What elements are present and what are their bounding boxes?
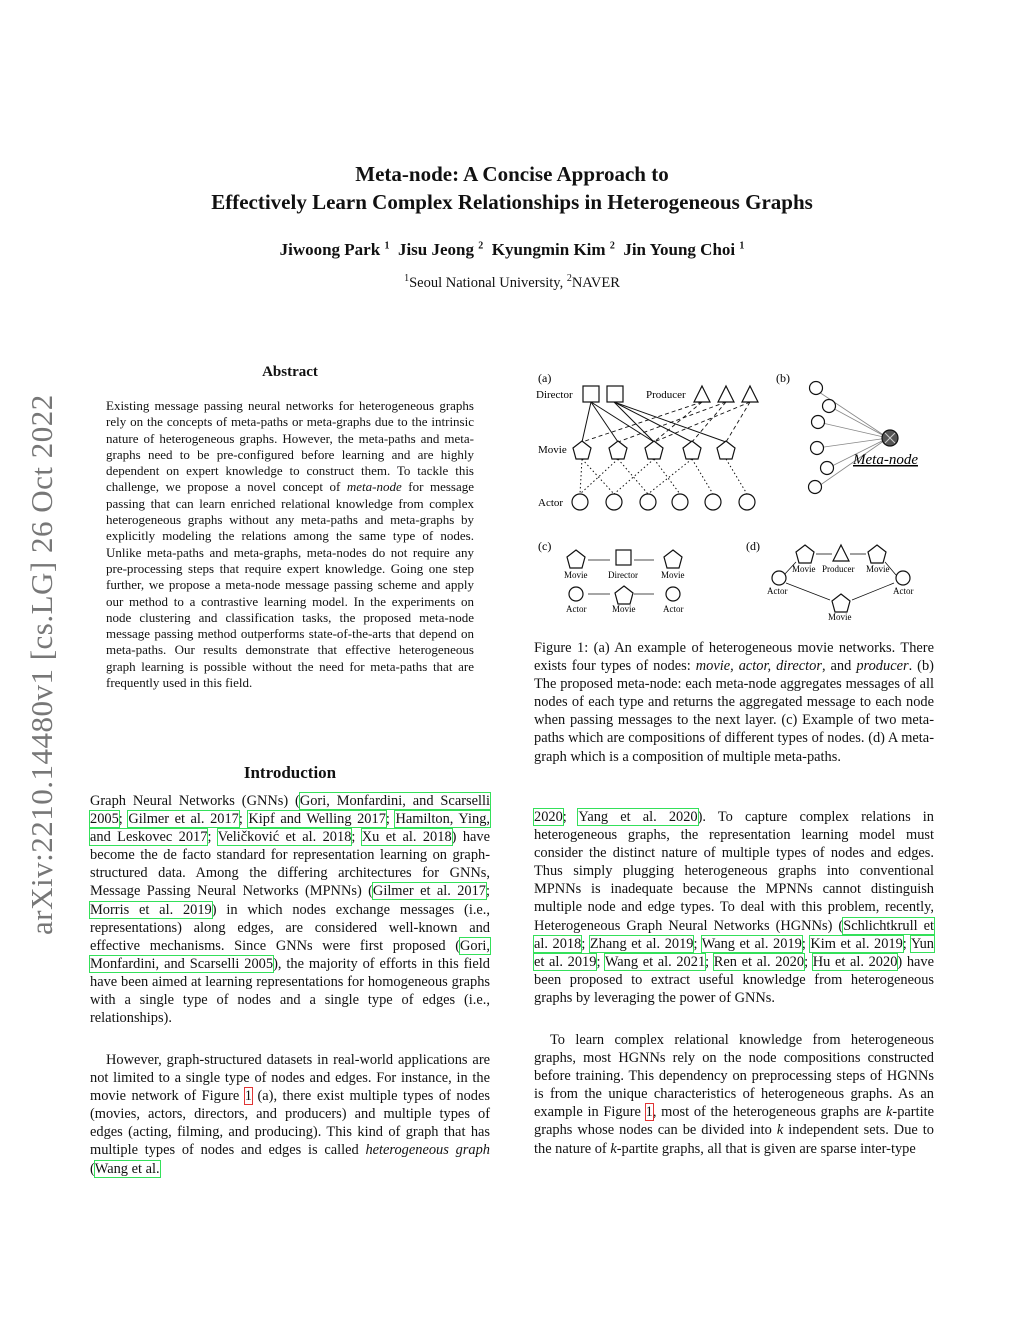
caption-text: , and	[821, 658, 852, 675]
citation-link[interactable]: Kim et al. 2019	[810, 935, 903, 952]
actor-node	[672, 494, 688, 510]
mp-label-movie: Movie	[564, 570, 588, 580]
meta-node-label: Meta-node	[853, 452, 918, 468]
citation-link[interactable]: Schlichtkrull et al. 2018	[534, 917, 935, 952]
caption-emphasis: producer	[856, 658, 909, 675]
abstract-text: Existing message passing neural networks for heterogeneous graphs rely on the concepts of meta-paths or meta-graphs due to the intrinsic nature of heterogeneous graphs. However, the meta-paths and meta-graphs need to be pre-configured before learning and are highly dependent on expert knowledge to construct them. To tackle this challenge, we propose a novel concept of	[106, 398, 474, 495]
citation-link[interactable]: 2020	[534, 809, 563, 825]
panel-label-a: (a)	[538, 371, 552, 385]
citation-link[interactable]: Xu et al. 2018	[361, 829, 452, 846]
label-producer: Producer	[646, 389, 686, 401]
affiliations	[0, 273, 1024, 292]
panel-label-d: (d)	[746, 539, 760, 553]
body-text: (a), there exist multiple types of nodes (movies, actors, directors, and producers) and multiple types of edges (acting, filming, and producing). This kind of graph that has multiple types of nodes and edges is called	[90, 1088, 490, 1159]
mg-label-movie: Movie	[866, 564, 890, 574]
actor-edges	[580, 459, 747, 494]
citation-link[interactable]: Morris et al. 2019	[90, 901, 212, 918]
math-k: k	[886, 1104, 893, 1121]
mp-label-actor: Actor	[566, 604, 587, 614]
author-list	[0, 240, 1024, 260]
metagraph-nodes	[772, 545, 910, 612]
body-text: ). To capture complex relations in heterogeneous graphs, the representation learning model must consider the distinct nature of multiple types of nodes and edges. Thus simply plugging heterogeneous graphs into conventional MPNNs is inadequate because the MPNNs cannot distinguish multiple node and edge types. To deal with this problem, recently, Heterogeneous Graph Neural Networks (HGNNs) (	[534, 809, 934, 934]
affil-name: NAVER	[571, 274, 620, 291]
affil-mark: 2	[566, 273, 572, 284]
citation-link[interactable]: Hamilton, Ying, and Leskovec 2017	[90, 811, 490, 846]
body-text: (	[90, 1160, 95, 1177]
paper-title	[0, 160, 1024, 216]
body-text: -partite graphs, all that is given are sparse inter-type	[616, 1140, 916, 1157]
author-affil-mark: 1	[384, 240, 390, 252]
citation-link[interactable]: Yun et al. 2019	[534, 935, 934, 970]
author-affil-mark: 2	[609, 240, 615, 252]
author-name: Kyungmin Kim	[491, 240, 606, 259]
intro-paragraph-3: 2020; Yang et al. 2020). To capture complex relations in heterogeneous graphs, the representation learning model must consider the distinct nature of multiple types of nodes and edges. Thus simply plugging heterogeneous graphs into conventional MPNNs is inadequate because the MPNNs cannot distinguish multiple node and edge types. To deal with this problem, recently, Heterogeneous Graph Neural Networks (HGNNs) (Schlichtkrull et al. 2018; Zhang et al. 2019; Wang et al. 2019; Kim et al. 2019; Yun et al. 2019; Wang et al. 2021; Ren et al. 2020; Hu et al. 2020) have been proposed to extract useful knowledge from heterogeneous graphs by leveraging the power of GNNs.	[534, 809, 935, 1006]
author-name: Jiwoong Park	[279, 240, 381, 259]
body-text: Graph Neural Networks (GNNs) (	[90, 793, 300, 809]
citation-link[interactable]: Veličković et al. 2018	[217, 829, 352, 846]
citation-link[interactable]: Gilmer et al. 2017	[128, 811, 239, 828]
producer-edges	[582, 402, 750, 442]
caption-emphasis: movie, actor, director	[695, 658, 822, 675]
caption-label: Figure 1:	[534, 640, 589, 656]
movie-node	[645, 441, 663, 459]
citation-link[interactable]: Kipf and Welling 2017	[248, 811, 386, 828]
figure-1	[530, 364, 940, 626]
author-name: Jin Young Choi	[623, 240, 736, 259]
director-node	[583, 386, 599, 402]
mg-label-producer: Producer	[822, 564, 855, 574]
abstract-body	[106, 398, 474, 691]
director-node	[607, 386, 623, 402]
abstract-text: for message passing that can learn enriched relational knowledge from complex heterogeneous graphs without any meta-paths and meta-graphs by explicitly modeling the relations among the same type of nodes. Unlike meta-paths and meta-graphs, meta-nodes do not require any pre-processing steps that require expert knowledge. Going one step further, we propose a meta-node message passing scheme and apply our method to a contrastive learning model. In the experiments on node clustering and classification tasks, the proposed meta-node message passing method outperforms state-of-the-arts that depend on meta-paths. Our results demonstrate that effective heterogeneous graph learning is possible without the need for meta-paths that are frequently used in this field.	[106, 479, 474, 691]
citation-link[interactable]: Gori, Monfardini, and Scarselli 2005	[90, 793, 490, 828]
movie-nodes	[573, 441, 735, 459]
citation-link[interactable]: Yang et al. 2020	[578, 809, 698, 825]
actor-node	[705, 494, 721, 510]
math-k: k	[610, 1140, 617, 1157]
actor-nodes	[572, 494, 755, 510]
label-actor: Actor	[538, 497, 564, 509]
author-affil-mark: 2	[478, 240, 484, 252]
body-text: independent sets. Due to the nature of	[534, 1122, 934, 1157]
panel-label-c: (c)	[538, 539, 552, 553]
movie-node	[717, 441, 735, 459]
movie-node	[683, 441, 701, 459]
title-line-2: Effectively Learn Complex Relationships in Heterogeneous Graphs	[211, 190, 813, 214]
producer-node	[742, 386, 758, 402]
mg-label-movie: Movie	[828, 612, 852, 622]
mp-label-director: Director	[608, 570, 638, 580]
intro-paragraph-2	[90, 1051, 490, 1178]
citation-link[interactable]: Gilmer et al. 2017	[372, 883, 486, 900]
affil-name: Seoul National University,	[409, 274, 564, 291]
emphasis: heterogeneous graph	[365, 1142, 490, 1159]
director-edges	[582, 402, 726, 442]
intro-paragraph-1: Graph Neural Networks (GNNs) (Gori, Monfardini, and Scarselli 2005; Gilmer et al. 2017; Kipf and Welling 2017; Hamilton, Ying, and Leskovec 2017; Veličković et al. 2018; Xu et al. 2018) have become the de facto standard for representation learning on graph-structured data. Among the differing architectures for GNNs, Message Passing Neural Networks (MPNNs) (Gilmer et al. 2017; Morris et al. 2019) in which nodes exchange messages (i.e., representations) along edges, are considered well-known and effective mechanisms. Since GNNs were first proposed (Gori, Monfardini, and Scarselli 2005), the majority of efforts in this field have been aimed at learning representations for homogeneous graphs with a single type of nodes and a single type of edges (i.e., relationships).	[90, 793, 491, 1027]
mg-label-actor: Actor	[767, 586, 788, 596]
citation-link[interactable]: Zhang et al. 2019	[589, 935, 694, 952]
producer-node	[694, 386, 710, 402]
caption-text: . (b) The proposed meta-node: each meta-node aggregates messages of all nodes of each type and returns the aggregated message to each node when passing messages to the next layer. (c) Example of two meta-paths which are compositions of different types of nodes. (d) A meta-graph which is a composition of multiple meta-paths.	[534, 658, 934, 765]
arxiv-stamp: arXiv:2210.14480v1 [cs.LG] 26 Oct 2022	[24, 394, 59, 935]
body-text: , most of the heterogeneous graphs are	[652, 1104, 882, 1121]
citation-link[interactable]: Hu et al. 2020	[812, 953, 898, 970]
movie-node	[573, 441, 591, 459]
body-text: -partite graphs whose nodes can be divided into	[534, 1104, 934, 1139]
body-text: ), the majority of efforts in this field have been aimed at learning representations for homogeneous graphs with a single type of nodes and a single type of edges (i.e., relationships).	[90, 955, 491, 1027]
producer-node	[718, 386, 734, 402]
body-text: However, graph-structured datasets in real-world applications are not limited to a single type of nodes and edges. For instance, in the movie network of Figure	[90, 1052, 490, 1105]
label-director: Director	[536, 389, 573, 401]
citation-link[interactable]: Gori, Monfardini, and Scarselli 2005	[90, 937, 490, 972]
figure-ref-link[interactable]: 1	[244, 1088, 252, 1105]
author-name: Jisu Jeong	[397, 240, 474, 259]
caption-text: (a) An example of heterogeneous movie networks. There exists four types of nodes:	[534, 640, 934, 675]
body-text: ) in which nodes exchange messages (i.e., representations) along edges, are considered well-known and effective mechanisms. Since GNNs were first proposed (	[90, 901, 491, 954]
author-affil-mark: 1	[739, 240, 745, 252]
title-line-1: Meta-node: A Concise Approach to	[355, 162, 669, 186]
intro-paragraph-4	[534, 1031, 934, 1158]
citation-link[interactable]: Wang et al.	[94, 1160, 160, 1177]
mp-label-movie: Movie	[661, 570, 685, 580]
citation-link[interactable]: Wang et al. 2019	[701, 935, 802, 952]
figure-1-caption	[534, 639, 934, 766]
body-text: ) have become the de facto standard for representation learning on graph-structured data. Among the differing architectures for GNNs, Message Passing Neural Networks (MPNNs) (	[90, 829, 490, 900]
movie-node	[609, 441, 627, 459]
label-movie: Movie	[538, 444, 567, 456]
actor-node	[572, 494, 588, 510]
introduction-heading: Introduction	[243, 763, 337, 782]
actor-node	[640, 494, 656, 510]
director-nodes	[583, 386, 623, 402]
body-text: ) have been proposed to extract useful knowledge from heterogeneous graphs by leveraging the power of GNNs.	[534, 953, 934, 1006]
abstract-emphasis: meta-node	[346, 479, 402, 495]
panel-label-b: (b)	[776, 371, 790, 385]
figure-ref-link[interactable]: 1	[645, 1104, 653, 1121]
mg-label-movie: Movie	[792, 564, 816, 574]
actor-node	[739, 494, 755, 510]
metagraph-labels	[767, 564, 914, 622]
producer-nodes	[694, 386, 758, 402]
citation-link[interactable]: Wang et al. 2021	[604, 953, 706, 970]
meta-member-nodes	[809, 382, 836, 494]
body-text: To learn complex relational knowledge from heterogeneous graphs, most HGNNs rely on the node compositions constructed before training. This dependency on preprocessing steps of HGNNs is from the unique characteristics of heterogeneous graphs. As an example in Figure	[534, 1032, 934, 1121]
abstract-heading: Abstract	[262, 364, 318, 380]
citation-link[interactable]: Ren et al. 2020	[713, 953, 805, 970]
actor-node	[606, 494, 622, 510]
affil-mark: 1	[404, 273, 410, 284]
mp-label-actor: Actor	[663, 604, 684, 614]
mg-label-actor: Actor	[893, 586, 914, 596]
mp-label-movie: Movie	[612, 604, 636, 614]
math-k: k	[776, 1122, 784, 1139]
